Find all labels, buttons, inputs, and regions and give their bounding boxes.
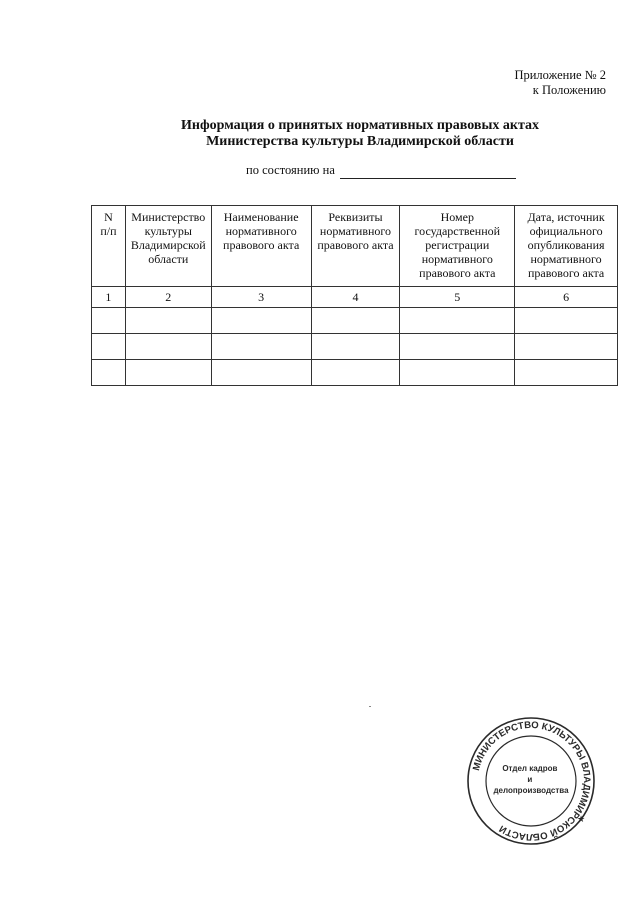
column-number: 4 xyxy=(311,287,400,308)
table-cell xyxy=(400,334,515,360)
title-line-2: Министерства культуры Владимирской области xyxy=(206,134,514,149)
info-table xyxy=(91,205,618,386)
as-of-date-blank xyxy=(340,178,516,179)
table-cell xyxy=(515,334,618,360)
table-cell xyxy=(515,360,618,386)
table-cell xyxy=(92,308,126,334)
as-of-label: по состоянию на xyxy=(246,163,335,177)
header-col-3: Наименование нормативного правового акта xyxy=(211,206,311,287)
table-cell xyxy=(211,334,311,360)
appendix-note xyxy=(514,68,606,98)
table-cell xyxy=(92,334,126,360)
table-cell xyxy=(211,308,311,334)
table-cell xyxy=(125,360,211,386)
table-cell xyxy=(125,308,211,334)
header-col-1: N п/п xyxy=(92,206,126,287)
appendix-line-2: к Положению xyxy=(532,83,606,97)
header-col-2: Министерство культуры Владимирской области xyxy=(125,206,211,287)
table-cell xyxy=(92,360,126,386)
table-cell xyxy=(400,360,515,386)
table-row xyxy=(92,334,618,360)
table-cell xyxy=(400,308,515,334)
title-line-1: Информация о принятых нормативных правовых актах xyxy=(180,118,540,133)
column-number-row xyxy=(92,287,618,308)
table-cell xyxy=(311,360,400,386)
document-title xyxy=(0,118,640,150)
header-col-5: Номер государственной регистрации нормативного правового акта xyxy=(400,206,515,287)
header-col-6: Дата, источник официального опубликования нормативного правового акта xyxy=(515,206,618,287)
column-number: 6 xyxy=(515,287,618,308)
star-icon: ★ xyxy=(577,815,586,825)
table-cell xyxy=(125,334,211,360)
header-row xyxy=(92,206,618,287)
column-number: 5 xyxy=(400,287,515,308)
column-number: 3 xyxy=(211,287,311,308)
table-row xyxy=(92,308,618,334)
column-number: 2 xyxy=(125,287,211,308)
table-cell xyxy=(211,360,311,386)
table-cell xyxy=(311,334,400,360)
table-cell xyxy=(311,308,400,334)
table-row xyxy=(92,360,618,386)
header-col-4: Реквизиты нормативного правового акта xyxy=(311,206,400,287)
column-number: 1 xyxy=(92,287,126,308)
scan-speck xyxy=(369,706,371,707)
stamp-center-text: Отдел кадров и делопроизводства xyxy=(493,764,569,795)
official-stamp xyxy=(466,716,596,846)
stamp-ring-text: МИНИСТЕРСТВО КУЛЬТУРЫ ВЛАДИМИРСКОЙ ОБЛАСТИ xyxy=(471,719,593,843)
table-cell xyxy=(515,308,618,334)
appendix-line-1: Приложение № 2 xyxy=(514,68,606,82)
